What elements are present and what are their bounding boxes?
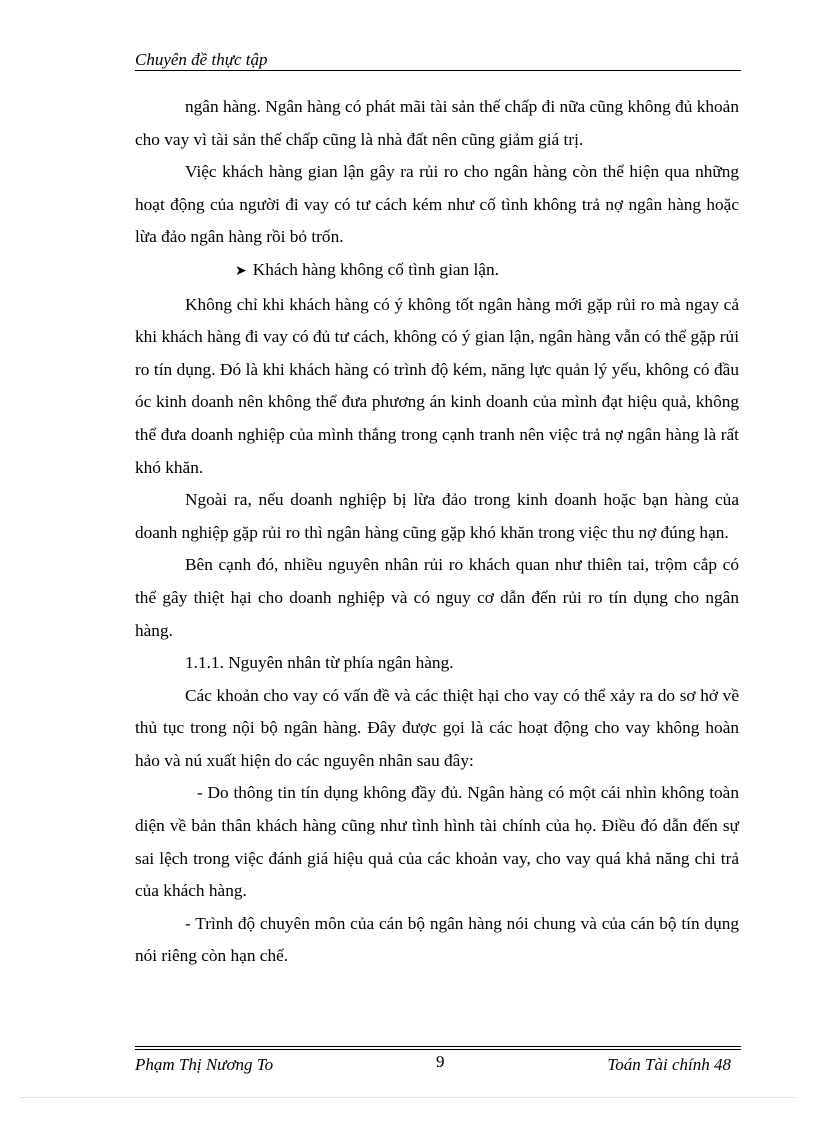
- paragraph: ngân hàng. Ngân hàng có phát mãi tài sản thế chấp đi nữa cũng không đủ khoản cho vay vì tài sản thế chấp cũng là nhà đất nên cũng giảm giá trị.: [135, 97, 739, 149]
- section-heading: 1.1.1. Nguyên nhân từ phía ngân hàng.: [185, 653, 454, 673]
- page-footer: [135, 1046, 741, 1076]
- footer-author: Phạm Thị Nương To: [135, 1055, 274, 1074]
- paragraph: Các khoản cho vay có vấn đề và các thiệt hại cho vay có thể xảy ra do sơ hở về thủ tục trong nội bộ ngân hàng. Đây được gọi là các hoạt động cho vay không hoàn hảo và nú xuất hiện do các nguyên nhân sau đây:: [135, 685, 739, 770]
- footer-class: Toán Tài chính 48: [607, 1055, 731, 1074]
- header-title: Chuyên đề thực tập: [135, 50, 268, 69]
- page-edge-divider: [20, 1097, 796, 1098]
- arrowhead-bullet-icon: ➤: [235, 263, 247, 279]
- footer-rule: [135, 1046, 741, 1050]
- list-item: - Do thông tin tín dụng không đầy đủ. Ngân hàng có một cái nhìn không toàn diện về bản thân khách hàng cũng như tình hình tài chính của họ. Điều đó dẫn đến sự sai lệch trong việc đánh giá hiệu quả của các khoản vay, cho vay quá khả năng chi trả của khách hàng.: [135, 783, 739, 901]
- bullet-paragraph: [135, 254, 739, 289]
- document-body: [135, 91, 739, 973]
- list-item: - Trình độ chuyên môn của cán bộ ngân hàng nói chung và của cán bộ tín dụng nói riêng còn hạn chế.: [135, 913, 739, 966]
- paragraph: Ngoài ra, nếu doanh nghiệp bị lừa đảo trong kinh doanh hoặc bạn hàng của doanh nghiệp gặp rủi ro thì ngân hàng cũng gặp khó khăn trong việc thu nợ đúng hạn.: [135, 490, 739, 542]
- bullet-text: Khách hàng không cố tình gian lận.: [252, 259, 499, 279]
- paragraph: Bên cạnh đó, nhiều nguyên nhân rủi ro khách quan như thiên tai, trộm cắp có thể gây thiệt hại cho doanh nghiệp và có nguy cơ dẫn đến rủi ro tín dụng cho ngân hàng.: [135, 555, 739, 640]
- paragraph: Việc khách hàng gian lận gây ra rủi ro cho ngân hàng còn thể hiện qua những hoạt động của người đi vay có tư cách kém như cố tình không trả nợ ngân hàng hoặc lừa đảo ngân hàng rồi bỏ trốn.: [135, 162, 739, 247]
- header-rule: [135, 70, 741, 71]
- paragraph: Không chỉ khi khách hàng có ý không tốt ngân hàng mới gặp rủi ro mà ngay cả khi khách hàng đi vay có đủ tư cách, không có ý gian lận, ngân hàng vẫn có thể gặp rủi ro tín dụng. Đó là khi khách hàng có trình độ kém, năng lực quản lý yếu, không có đầu óc kinh doanh nên không thể đưa phương án kinh doanh của mình đạt hiệu quả, không thể đưa doanh nghiệp của mình thắng trong cạnh tranh nên việc trả nợ ngân hàng là rất khó khăn.: [135, 294, 739, 477]
- page-number: 9: [436, 1052, 445, 1071]
- page-header: [135, 48, 741, 74]
